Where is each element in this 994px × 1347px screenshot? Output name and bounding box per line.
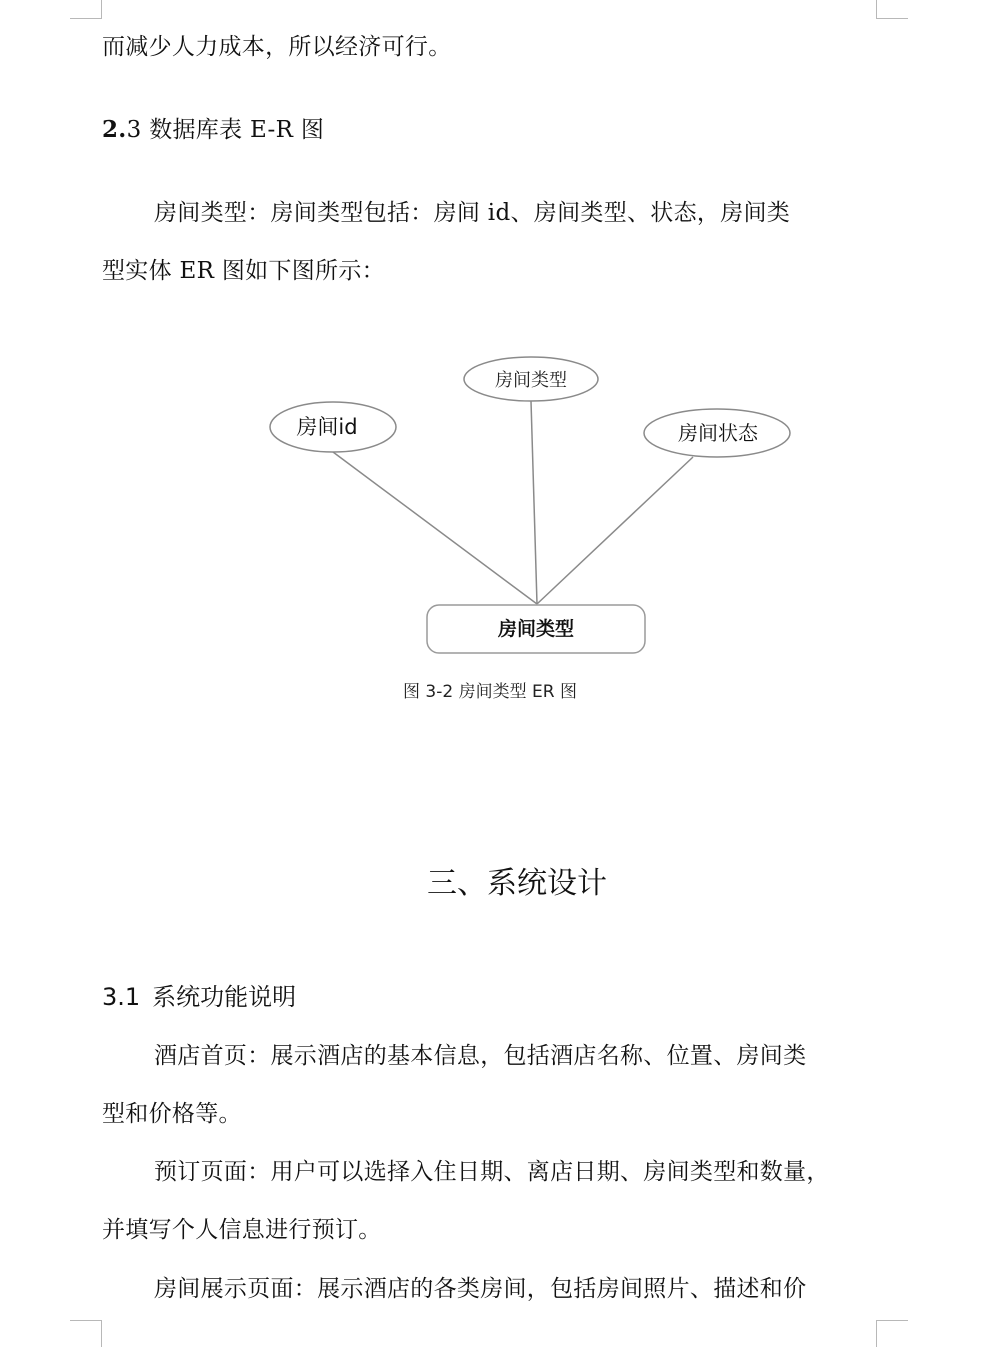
attribute-room-type-label: 房间类型: [495, 370, 567, 391]
figure-caption: 图 3-2 房间类型 ER 图: [403, 682, 577, 702]
section-2-3-number-rest: 3: [126, 117, 142, 143]
feature-rooms-line-1: 房间展示页面：展示酒店的各类房间，包括房间照片、描述和价: [154, 1276, 807, 1302]
feature-home-line-2: 型和价格等。: [102, 1101, 242, 1127]
crop-mark-bottom-right-h: [876, 1320, 908, 1321]
crop-mark-bottom-left-h: [70, 1320, 102, 1321]
connector-room-type: [531, 401, 537, 604]
attribute-room-status-label: 房间状态: [678, 421, 758, 445]
feature-home-line-1: 酒店首页：展示酒店的基本信息，包括酒店名称、位置、房间类: [154, 1043, 807, 1069]
feature-booking-line-1: 预订页面：用户可以选择入住日期、离店日期、房间类型和数量，: [154, 1159, 830, 1185]
attribute-room-id-label: 房间id: [296, 415, 358, 439]
section-3-1-title: 系统功能说明: [152, 983, 297, 1011]
intro-tail-text: 而减少人力成本，所以经济可行。: [102, 34, 452, 60]
section-3-1-heading: [102, 982, 296, 1012]
section-3-1-number: 3.1: [102, 983, 141, 1011]
connector-room-id: [333, 452, 537, 604]
entity-room-type-label: 房间类型: [497, 618, 575, 640]
feature-booking-line-2: 并填写个人信息进行预订。: [102, 1217, 382, 1243]
connector-room-status: [537, 457, 693, 604]
chapter-title: 三、系统设计: [427, 866, 607, 901]
section-2-3-number-bold: 2.: [102, 116, 127, 143]
crop-mark-bottom-right-v: [876, 1320, 877, 1347]
crop-mark-bottom-left-v: [101, 1320, 102, 1347]
room-type-para-line-1: 房间类型：房间类型包括：房间 id、房间类型、状态，房间类: [154, 200, 791, 226]
room-type-para-line-2: 型实体 ER 图如下图所示：: [102, 258, 385, 284]
section-2-3-title: 数据库表 E-R 图: [149, 117, 325, 143]
